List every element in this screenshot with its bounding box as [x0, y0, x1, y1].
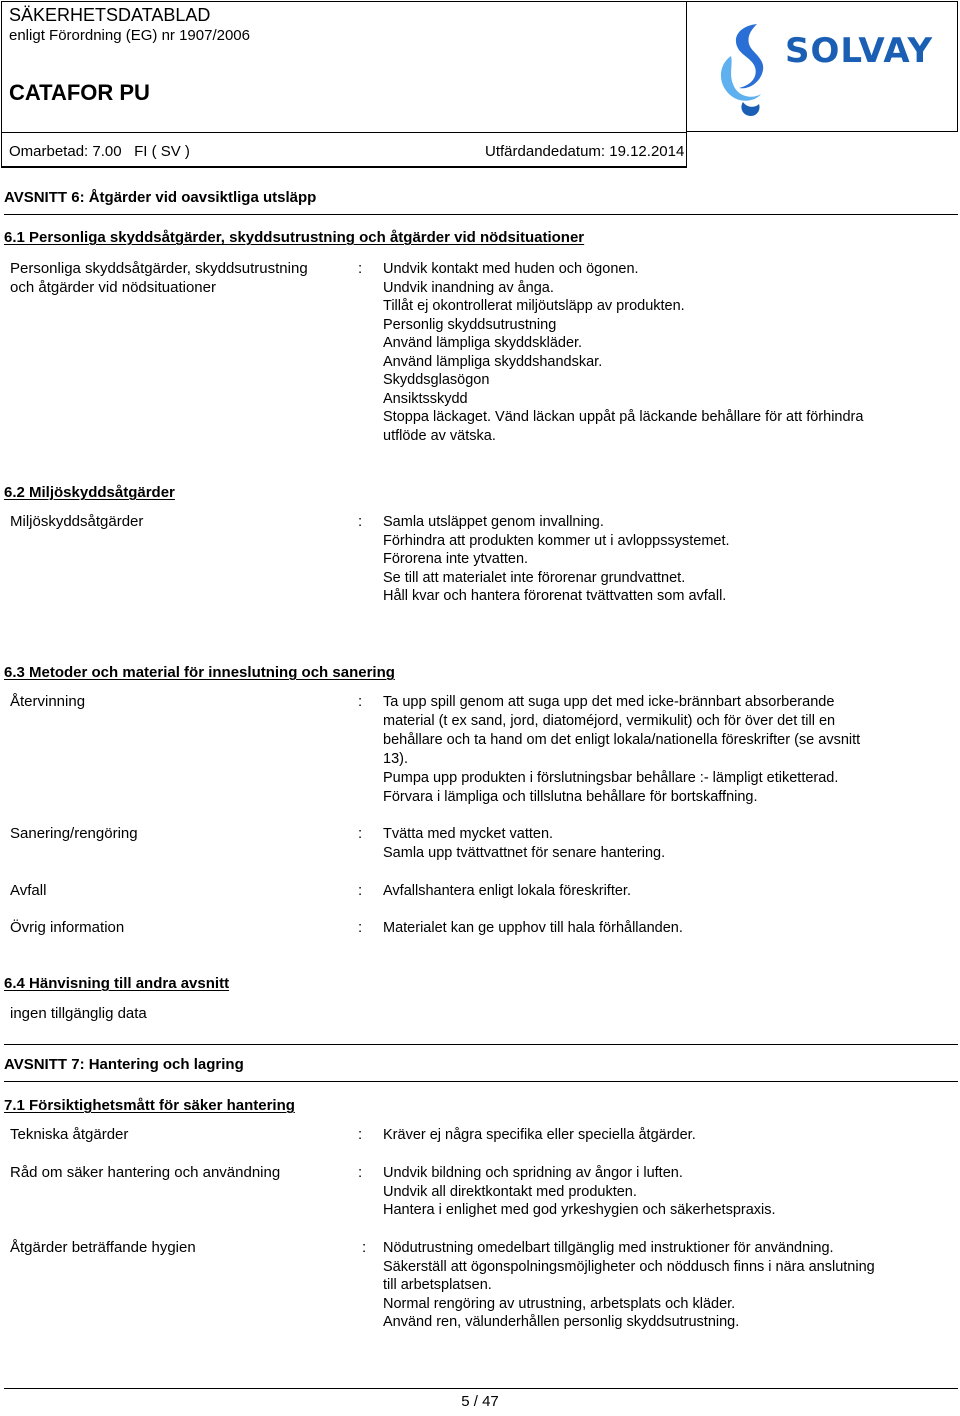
colon: : — [358, 919, 363, 936]
safe-handling-value — [383, 1164, 953, 1220]
value-line: Skyddsglasögon — [383, 372, 490, 388]
value-line: Använd lämpliga skyddskläder. — [383, 335, 583, 351]
cleaning-label: Sanering/rengöring — [10, 825, 138, 842]
regulation-reference: enligt Förordning (EG) nr 1907/2006 — [9, 27, 250, 44]
value-line: Tillåt ej okontrollerat miljöutsläpp av produkten. — [383, 298, 685, 314]
document-title: SÄKERHETSDATABLAD — [9, 5, 211, 25]
value-line: Hantera i enlighet med god yrkeshygien och säkerhetspraxis. — [383, 1202, 776, 1218]
label-line: Personliga skyddsåtgärder, skyddsutrustning — [10, 260, 308, 277]
value-line: Förorena inte ytvatten. — [383, 551, 529, 567]
colon: : — [358, 882, 363, 899]
value-line: 13). — [383, 751, 408, 767]
value-line: Samla utsläppet genom invallning. — [383, 514, 604, 530]
value-line: Samla upp tvättvattnet för senare hantering. — [383, 845, 666, 861]
section-6-rule — [4, 214, 958, 215]
solvay-logo-text: SOLVAY — [785, 31, 934, 71]
footer-rule — [4, 1388, 958, 1389]
waste-value — [383, 882, 953, 901]
waste-label: Avfall — [10, 882, 47, 899]
section-7-top-rule — [4, 1044, 958, 1045]
personal-precautions-label — [10, 260, 350, 297]
technical-measures-label: Tekniska åtgärder — [10, 1126, 129, 1143]
environmental-precautions-value — [383, 513, 953, 606]
colon: : — [358, 825, 363, 842]
value-line: Använd lämpliga skyddshandskar. — [383, 353, 603, 370]
value-line: Avfallshantera enligt lokala föreskrifter. — [383, 883, 631, 899]
subsection-6-4-title: 6.4 Hänvisning till andra avsnitt — [4, 975, 230, 992]
value-line: Kräver ej några specifika eller speciella åtgärder. — [383, 1127, 696, 1143]
environmental-precautions-label: Miljöskyddsåtgärder — [10, 513, 144, 530]
value-line: material (t ex sand, jord, diatoméjord, vermikulit) och för över det till en — [383, 713, 836, 729]
subsection-6-2-title: 6.2 Miljöskyddsåtgärder — [4, 484, 175, 501]
section-7-rule — [4, 1081, 958, 1082]
colon: : — [362, 1239, 367, 1256]
safe-handling-label: Råd om säker hantering och användning — [10, 1164, 281, 1181]
technical-measures-value — [383, 1126, 953, 1145]
value-line: Undvik all direktkontakt med produkten. — [383, 1183, 637, 1200]
references-text: ingen tillgänglig data — [10, 1005, 147, 1022]
recovery-value — [383, 693, 953, 807]
value-line: Säkerställ att ögonspolningsmöjligheter och nöddusch finns i nära anslutning — [383, 1258, 875, 1275]
subsection-6-1-title: 6.1 Personliga skyddsåtgärder, skyddsutrustning och åtgärder vid nödsituationer — [4, 229, 585, 246]
value-line: Håll kvar och hantera förorenat tvättvatten som avfall. — [383, 588, 727, 604]
hygiene-value — [383, 1239, 953, 1332]
section-7-title: AVSNITT 7: Hantering och lagring — [4, 1056, 244, 1073]
hygiene-label: Åtgärder beträffande hygien — [10, 1239, 196, 1256]
value-line: Tvätta med mycket vatten. — [383, 826, 554, 842]
product-name: CATAFOR PU — [9, 80, 150, 105]
colon: : — [358, 1164, 363, 1181]
logo-area — [687, 1, 958, 132]
colon: : — [358, 260, 363, 277]
value-line: Personlig skyddsutrustning — [383, 316, 557, 333]
header-divider — [1, 132, 687, 133]
value-line: Ansiktsskydd — [383, 390, 468, 407]
document-header — [0, 0, 960, 170]
label-line: och åtgärder vid nödsituationer — [10, 278, 216, 296]
value-line: Materialet kan ge upphov till hala förhållanden. — [383, 920, 683, 936]
value-line: Se till att materialet inte förorenar grundvattnet. — [383, 569, 686, 586]
value-line: Pumpa upp produkten i förslutningsbar behållare :- lämpligt etiketterad. — [383, 770, 839, 786]
value-line: Undvik kontakt med huden och ögonen. — [383, 261, 639, 277]
colon: : — [358, 693, 363, 710]
other-info-value — [383, 919, 953, 938]
header-bottom-rule — [1, 167, 687, 168]
revision-info: Omarbetad: 7.00 FI ( SV ) — [9, 143, 190, 160]
page-number: 5 / 47 — [461, 1393, 499, 1410]
value-line: Använd ren, välunderhållen personlig skyddsutrustning. — [383, 1314, 740, 1330]
value-line: utflöde av vätska. — [383, 427, 496, 444]
value-line: Förvara i lämpliga och tillslutna behållare för bortskaffning. — [383, 789, 758, 805]
colon: : — [358, 513, 363, 530]
issue-date: Utfärdandedatum: 19.12.2014 — [485, 143, 685, 160]
value-line: Normal rengöring av utrustning, arbetsplats och kläder. — [383, 1295, 736, 1312]
value-line: Ta upp spill genom att suga upp det med icke-brännbart absorberande — [383, 694, 835, 710]
value-line: Undvik inandning av ånga. — [383, 279, 554, 296]
personal-precautions-value — [383, 260, 953, 445]
cleaning-value — [383, 825, 953, 863]
value-line: Undvik bildning och spridning av ångor i luften. — [383, 1165, 683, 1181]
section-6-title: AVSNITT 6: Åtgärder vid oavsiktliga utsläpp — [4, 189, 317, 206]
colon: : — [358, 1126, 363, 1143]
recovery-label: Återvinning — [10, 693, 86, 710]
value-line: Stoppa läckaget. Vänd läckan uppåt på läckande behållare för att förhindra — [383, 409, 864, 425]
subsection-6-3-title: 6.3 Metoder och material för inneslutning och sanering — [4, 664, 395, 681]
solvay-logo-icon — [709, 20, 781, 120]
value-line: Nödutrustning omedelbart tillgänglig med instruktioner för användning. — [383, 1240, 834, 1256]
other-info-label: Övrig information — [10, 919, 125, 936]
value-line: behållare och ta hand om det enligt lokala/nationella föreskrifter (se avsnitt — [383, 732, 861, 748]
value-line: till arbetsplatsen. — [383, 1277, 492, 1293]
subsection-7-1-title: 7.1 Försiktighetsmått för säker hantering — [4, 1097, 295, 1114]
value-line: Förhindra att produkten kommer ut i avloppssystemet. — [383, 532, 730, 549]
